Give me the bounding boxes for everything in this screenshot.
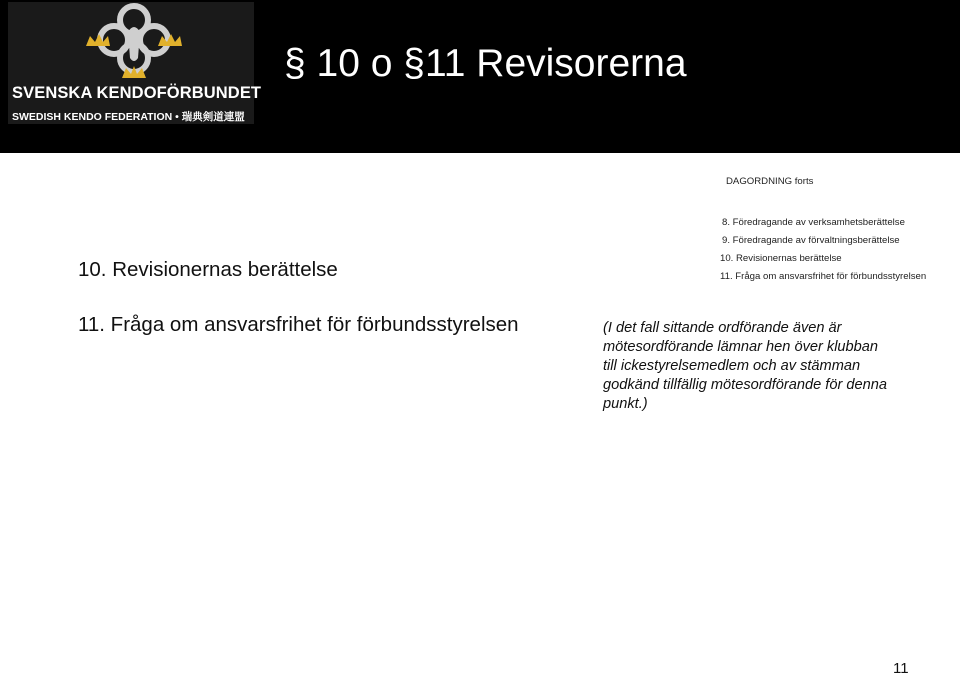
agenda-item: 8. Föredragande av verksamhetsberättelse: [722, 217, 905, 228]
item-10: 10. Revisionernas berättelse: [78, 258, 338, 281]
slide-title: § 10 o §11 Revisorerna: [284, 42, 687, 85]
agenda-item: 10. Revisionernas berättelse: [720, 253, 842, 264]
federation-logo: [8, 2, 262, 124]
item-11: 11. Fråga om ansvarsfrihet för förbundsstyrelsen: [78, 313, 519, 336]
agenda-item: 11. Fråga om ansvarsfrihet för förbundsstyrelsen: [720, 271, 927, 282]
header-bar: [0, 0, 960, 153]
page-number: 11: [893, 660, 909, 677]
note-line: godkänd tillfällig mötesordförande för denna: [603, 377, 887, 393]
note-line: (I det fall sittande ordförande även är: [603, 320, 842, 336]
logo-name: SVENSKA KENDOFÖRBUNDET: [12, 84, 262, 102]
note-line: punkt.): [603, 396, 648, 412]
agenda-heading: DAGORDNING forts: [726, 176, 814, 187]
logo-subtitle: SWEDISH KENDO FEDERATION • 瑞典剣道連盟: [12, 111, 245, 123]
note-line: mötesordförande lämnar hen över klubban: [603, 339, 879, 355]
agenda-item: 9. Föredragande av förvaltningsberättelse: [722, 235, 900, 246]
crowns-emblem-icon: [84, 2, 184, 80]
chair-note: [603, 319, 938, 414]
note-line: till ickestyrelsemedlem och av stämman: [603, 358, 861, 374]
